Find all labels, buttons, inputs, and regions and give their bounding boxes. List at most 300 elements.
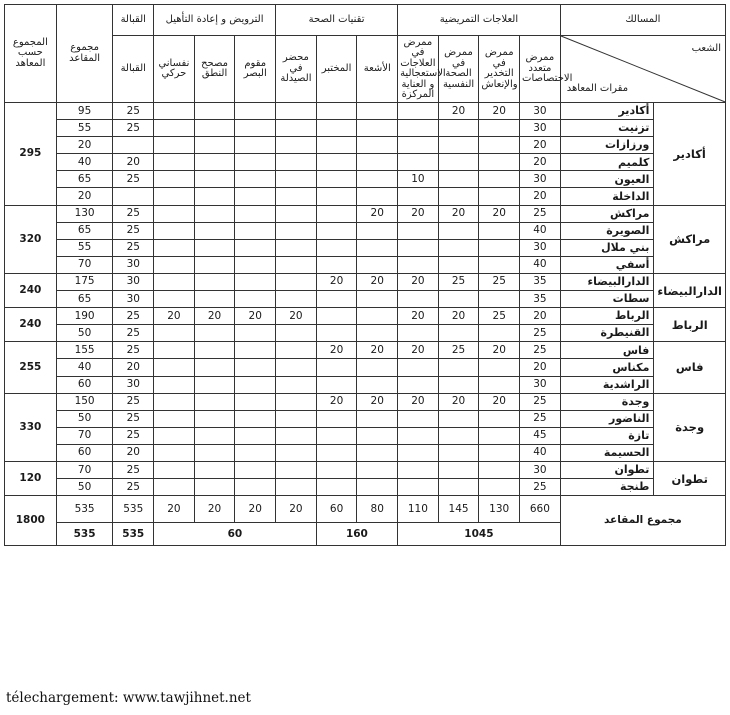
seat-cell [357,222,398,239]
seat-cell [235,222,276,239]
seat-cell: 25 [113,393,154,410]
seat-cell [438,479,479,496]
seat-cell [357,103,398,120]
seat-cell [316,325,357,342]
total-seats-sum-2: 535 [56,523,113,546]
seat-cell: 25 [113,410,154,427]
seat-cell [194,393,235,410]
institute-city: الصويرة [560,222,654,239]
table-row [5,154,726,171]
seat-cell [276,137,317,154]
seat-cell [194,222,235,239]
seat-cell [316,103,357,120]
seat-cell: 25 [113,205,154,222]
seat-cell [438,188,479,205]
region-total: 240 [5,308,57,342]
seat-cell [276,410,317,427]
seat-cell [194,359,235,376]
table-row [5,120,726,137]
seat-cell [438,410,479,427]
seat-cell [357,410,398,427]
seat-cell: 20 [194,308,235,325]
seat-cell: 25 [113,479,154,496]
institute-city: القنيطرة [560,325,654,342]
table-row [5,222,726,239]
column-total: 535 [113,496,154,523]
institute-total: 70 [56,427,113,444]
seat-cell [398,137,439,154]
seat-cell [316,154,357,171]
table-row [5,427,726,444]
seat-cell [357,479,398,496]
seat-cell [479,325,520,342]
seat-cell: 20 [520,359,561,376]
header-emergency: ممرض في العلاجات الاستعجالية و العناية المركزة [398,36,439,103]
region-total: 120 [5,461,57,495]
seat-cell [235,461,276,478]
seat-cell [194,479,235,496]
header-group-rehab: الترويض و إعادة التأهيل [154,5,276,36]
seat-cell: 20 [438,308,479,325]
seat-cell [235,376,276,393]
total-seats-sum: 535 [56,496,113,523]
seat-cell: 25 [479,273,520,290]
seat-cell [357,444,398,461]
seat-cell: 20 [520,308,561,325]
region-name: مراكش [654,205,726,273]
seat-cell [194,325,235,342]
seat-cell [235,273,276,290]
seat-cell [154,342,195,359]
region-total: 330 [5,393,57,461]
seat-cell: 20 [235,308,276,325]
institute-city: تازة [560,427,654,444]
seat-cell [154,393,195,410]
region-total: 255 [5,342,57,393]
seat-cell [479,256,520,273]
seat-cell [398,291,439,308]
column-total: 20 [235,496,276,523]
institute-city: أسفي [560,256,654,273]
seat-cell [154,239,195,256]
seat-cell: 20 [520,154,561,171]
seat-cell [316,427,357,444]
seat-cell [235,103,276,120]
table-row [5,171,726,188]
institute-total: 20 [56,137,113,154]
header-paths: المسالك [560,5,725,36]
seat-cell: 25 [113,342,154,359]
institute-total: 190 [56,308,113,325]
seat-cell: 30 [113,291,154,308]
table-row [5,256,726,273]
seat-cell: 20 [316,342,357,359]
seat-cell [194,410,235,427]
seat-cell: 25 [113,325,154,342]
header-midwifery: القبالة [113,36,154,103]
seat-cell [194,120,235,137]
seat-cell [276,325,317,342]
group-total-health-tech: 160 [316,523,397,546]
seat-cell [235,291,276,308]
seat-cell [398,461,439,478]
institute-city: ورزازات [560,137,654,154]
institute-total: 70 [56,256,113,273]
seat-cell: 25 [438,273,479,290]
seat-cell: 20 [154,308,195,325]
table-row [5,376,726,393]
seat-cell [438,171,479,188]
seat-cell [438,444,479,461]
table-row [5,393,726,410]
header-mental: ممرض في الصحة النفسية [438,36,479,103]
table-row [5,188,726,205]
institute-total: 65 [56,291,113,308]
seat-cell [154,427,195,444]
seat-cell [438,427,479,444]
institute-total: 70 [56,461,113,478]
column-total: 110 [398,496,439,523]
seat-cell: 30 [520,103,561,120]
seat-cell: 20 [438,393,479,410]
seat-cell [316,308,357,325]
header-polyvalent: ممرض متعدد الاختصاصات [520,36,561,103]
seat-cell [276,444,317,461]
institute-city: طنجة [560,479,654,496]
institute-total: 50 [56,410,113,427]
seat-cell [194,376,235,393]
seat-cell [154,273,195,290]
seat-cell [154,359,195,376]
seat-cell: 20 [113,154,154,171]
seat-cell [235,342,276,359]
seat-cell [235,410,276,427]
seat-cell: 25 [520,342,561,359]
seat-cell: 20 [357,342,398,359]
institute-total: 55 [56,120,113,137]
seat-cell [194,342,235,359]
institute-city: تطوان [560,461,654,478]
seat-cell: 25 [113,461,154,478]
column-total: 130 [479,496,520,523]
table-row [5,291,726,308]
table-row [5,359,726,376]
seat-cell [357,171,398,188]
institute-total: 65 [56,171,113,188]
institute-city: الداخلة [560,188,654,205]
seat-cell: 20 [398,308,439,325]
institute-total: 60 [56,376,113,393]
seat-cell [235,137,276,154]
group-total-midwifery: 535 [113,523,154,546]
seat-cell [235,256,276,273]
seat-cell [235,427,276,444]
institute-city: كلميم [560,154,654,171]
column-total: 145 [438,496,479,523]
seat-cell: 20 [357,393,398,410]
header-lab: المختبر [316,36,357,103]
seat-cell [357,325,398,342]
institute-city: الناضور [560,410,654,427]
seat-cell [194,256,235,273]
header-psychomotor: نفساني حركي [154,36,195,103]
seat-cell [276,120,317,137]
seat-cell [276,222,317,239]
seat-cell [154,103,195,120]
seat-cell: 25 [520,410,561,427]
seat-cell [154,410,195,427]
institute-total: 60 [56,444,113,461]
seat-cell [276,342,317,359]
seat-cell [154,479,195,496]
table-row [5,410,726,427]
column-total: 20 [194,496,235,523]
region-name: أكادير [654,103,726,206]
totals-label: مجموع المقاعد [560,496,725,546]
seat-cell: 20 [357,205,398,222]
table-row [5,479,726,496]
seat-cell [316,461,357,478]
seat-cell [357,188,398,205]
seat-cell [398,479,439,496]
seat-cell [154,461,195,478]
seat-cell [154,291,195,308]
institute-total: 155 [56,342,113,359]
seat-cell [479,427,520,444]
seat-cell: 25 [520,393,561,410]
header-corner [560,36,725,103]
table-row [5,461,726,478]
seat-cell: 30 [520,239,561,256]
seat-cell: 20 [398,205,439,222]
seat-cell [438,239,479,256]
seat-cell [357,137,398,154]
table-row [5,325,726,342]
institute-city: مراكش [560,205,654,222]
group-total-nursing: 1045 [398,523,561,546]
seat-cell [398,154,439,171]
institute-total: 150 [56,393,113,410]
seat-cell: 20 [520,188,561,205]
seat-cell [479,410,520,427]
seat-cell [479,479,520,496]
seat-cell [276,154,317,171]
seat-cell: 30 [113,256,154,273]
seat-cell [479,461,520,478]
institute-city: الحسيمة [560,444,654,461]
seat-cell [194,137,235,154]
seat-cell [357,308,398,325]
institute-city: أكادير [560,103,654,120]
seat-cell [235,444,276,461]
seat-cell [154,154,195,171]
institute-city: بني ملال [560,239,654,256]
seat-cell [276,376,317,393]
seat-cell: 25 [113,427,154,444]
region-name: الرباط [654,308,726,342]
seat-cell [235,479,276,496]
seat-cell: 25 [113,171,154,188]
region-name: فاس [654,342,726,393]
seat-cell [479,137,520,154]
seat-cell [479,291,520,308]
seat-cell [276,359,317,376]
seat-cell [479,359,520,376]
seat-cell: 20 [398,393,439,410]
seat-cell [398,120,439,137]
seat-cell [154,444,195,461]
seat-cell [276,393,317,410]
institute-total: 55 [56,239,113,256]
table-row [5,239,726,256]
institute-city: مكناس [560,359,654,376]
download-footer: télechargement: www.tawjihnet.net [6,690,251,706]
institute-city: سطات [560,291,654,308]
seat-cell: 25 [113,222,154,239]
totals-row [5,496,726,523]
seat-cell [398,239,439,256]
table-row [5,308,726,325]
seat-cell: 30 [113,376,154,393]
seat-cell [479,444,520,461]
table-row [5,444,726,461]
seat-cell [194,427,235,444]
seat-cell [438,222,479,239]
seat-cell [316,137,357,154]
seat-cell: 30 [520,171,561,188]
institute-total: 20 [56,188,113,205]
seat-cell [438,291,479,308]
seats-table [4,4,726,546]
seat-cell [235,325,276,342]
institute-city: فاس [560,342,654,359]
seat-cell [154,256,195,273]
seat-cell [357,427,398,444]
region-name: وجدة [654,393,726,461]
header-optician: مقوم البصر [235,36,276,103]
region-total: 320 [5,205,57,273]
seat-cell [316,410,357,427]
seat-cell [479,222,520,239]
seat-cell [398,427,439,444]
seat-cell [276,461,317,478]
region-name: تطوان [654,461,726,495]
institute-city: الرباط [560,308,654,325]
table-row [5,342,726,359]
seat-cell [194,154,235,171]
seat-cell [357,239,398,256]
seat-cell [113,188,154,205]
seat-cell [438,120,479,137]
seat-cell [398,222,439,239]
seat-cell [398,410,439,427]
seat-cell [398,103,439,120]
seat-cell [154,120,195,137]
seat-cell [276,256,317,273]
seat-cell: 20 [520,137,561,154]
header-speech: مصحح النطق [194,36,235,103]
seat-cell [316,444,357,461]
seat-cell [438,256,479,273]
table-row [5,103,726,120]
seat-cell [276,103,317,120]
seat-cell: 35 [520,273,561,290]
seat-cell [479,188,520,205]
seat-cell: 20 [479,205,520,222]
seat-cell [438,376,479,393]
seat-cell [154,376,195,393]
seat-cell [154,188,195,205]
seat-cell [357,376,398,393]
column-total: 80 [357,496,398,523]
seat-cell [235,393,276,410]
header-group-nursing: العلاجات التمريضية [398,5,561,36]
seat-cell [316,205,357,222]
institute-total: 130 [56,205,113,222]
seat-cell [398,256,439,273]
institute-city: تزنيت [560,120,654,137]
seat-cell: 10 [398,171,439,188]
seat-cell [276,479,317,496]
seat-cell [479,154,520,171]
table-row [5,137,726,154]
column-total: 60 [316,496,357,523]
column-total: 20 [154,496,195,523]
seat-cell [276,427,317,444]
seat-cell [276,171,317,188]
seat-cell: 20 [113,359,154,376]
seat-cell [438,154,479,171]
seat-cell [194,103,235,120]
seat-cell [357,120,398,137]
seat-cell [479,376,520,393]
seat-cell: 20 [276,308,317,325]
seat-cell [357,154,398,171]
seat-cell: 20 [357,273,398,290]
seat-cell: 20 [316,273,357,290]
seat-cell: 20 [398,342,439,359]
seat-cell [316,359,357,376]
seat-cell: 30 [520,461,561,478]
seat-cell [194,205,235,222]
seat-cell [316,222,357,239]
seat-cell [194,239,235,256]
seat-cell [235,239,276,256]
seat-cell [113,137,154,154]
seat-cell [154,222,195,239]
seat-cell [276,273,317,290]
header-anesthesia: ممرض في التخدير والإنعاش [479,36,520,103]
seat-cell: 20 [479,342,520,359]
column-total: 20 [276,496,317,523]
seat-cell [235,154,276,171]
seat-cell: 40 [520,222,561,239]
seat-cell: 25 [113,308,154,325]
region-total: 240 [5,273,57,307]
institute-total: 65 [56,222,113,239]
institute-total: 50 [56,325,113,342]
seat-cell [154,205,195,222]
institute-total: 95 [56,103,113,120]
seat-cell: 25 [113,103,154,120]
header-pharmacy: محضر في الصيدلة [276,36,317,103]
seat-cell [357,291,398,308]
seat-cell: 30 [520,376,561,393]
institute-total: 40 [56,359,113,376]
seat-cell [154,171,195,188]
region-name: الدارالبيضاء [654,273,726,307]
header-group-health-tech: تقنيات الصحة [276,5,398,36]
